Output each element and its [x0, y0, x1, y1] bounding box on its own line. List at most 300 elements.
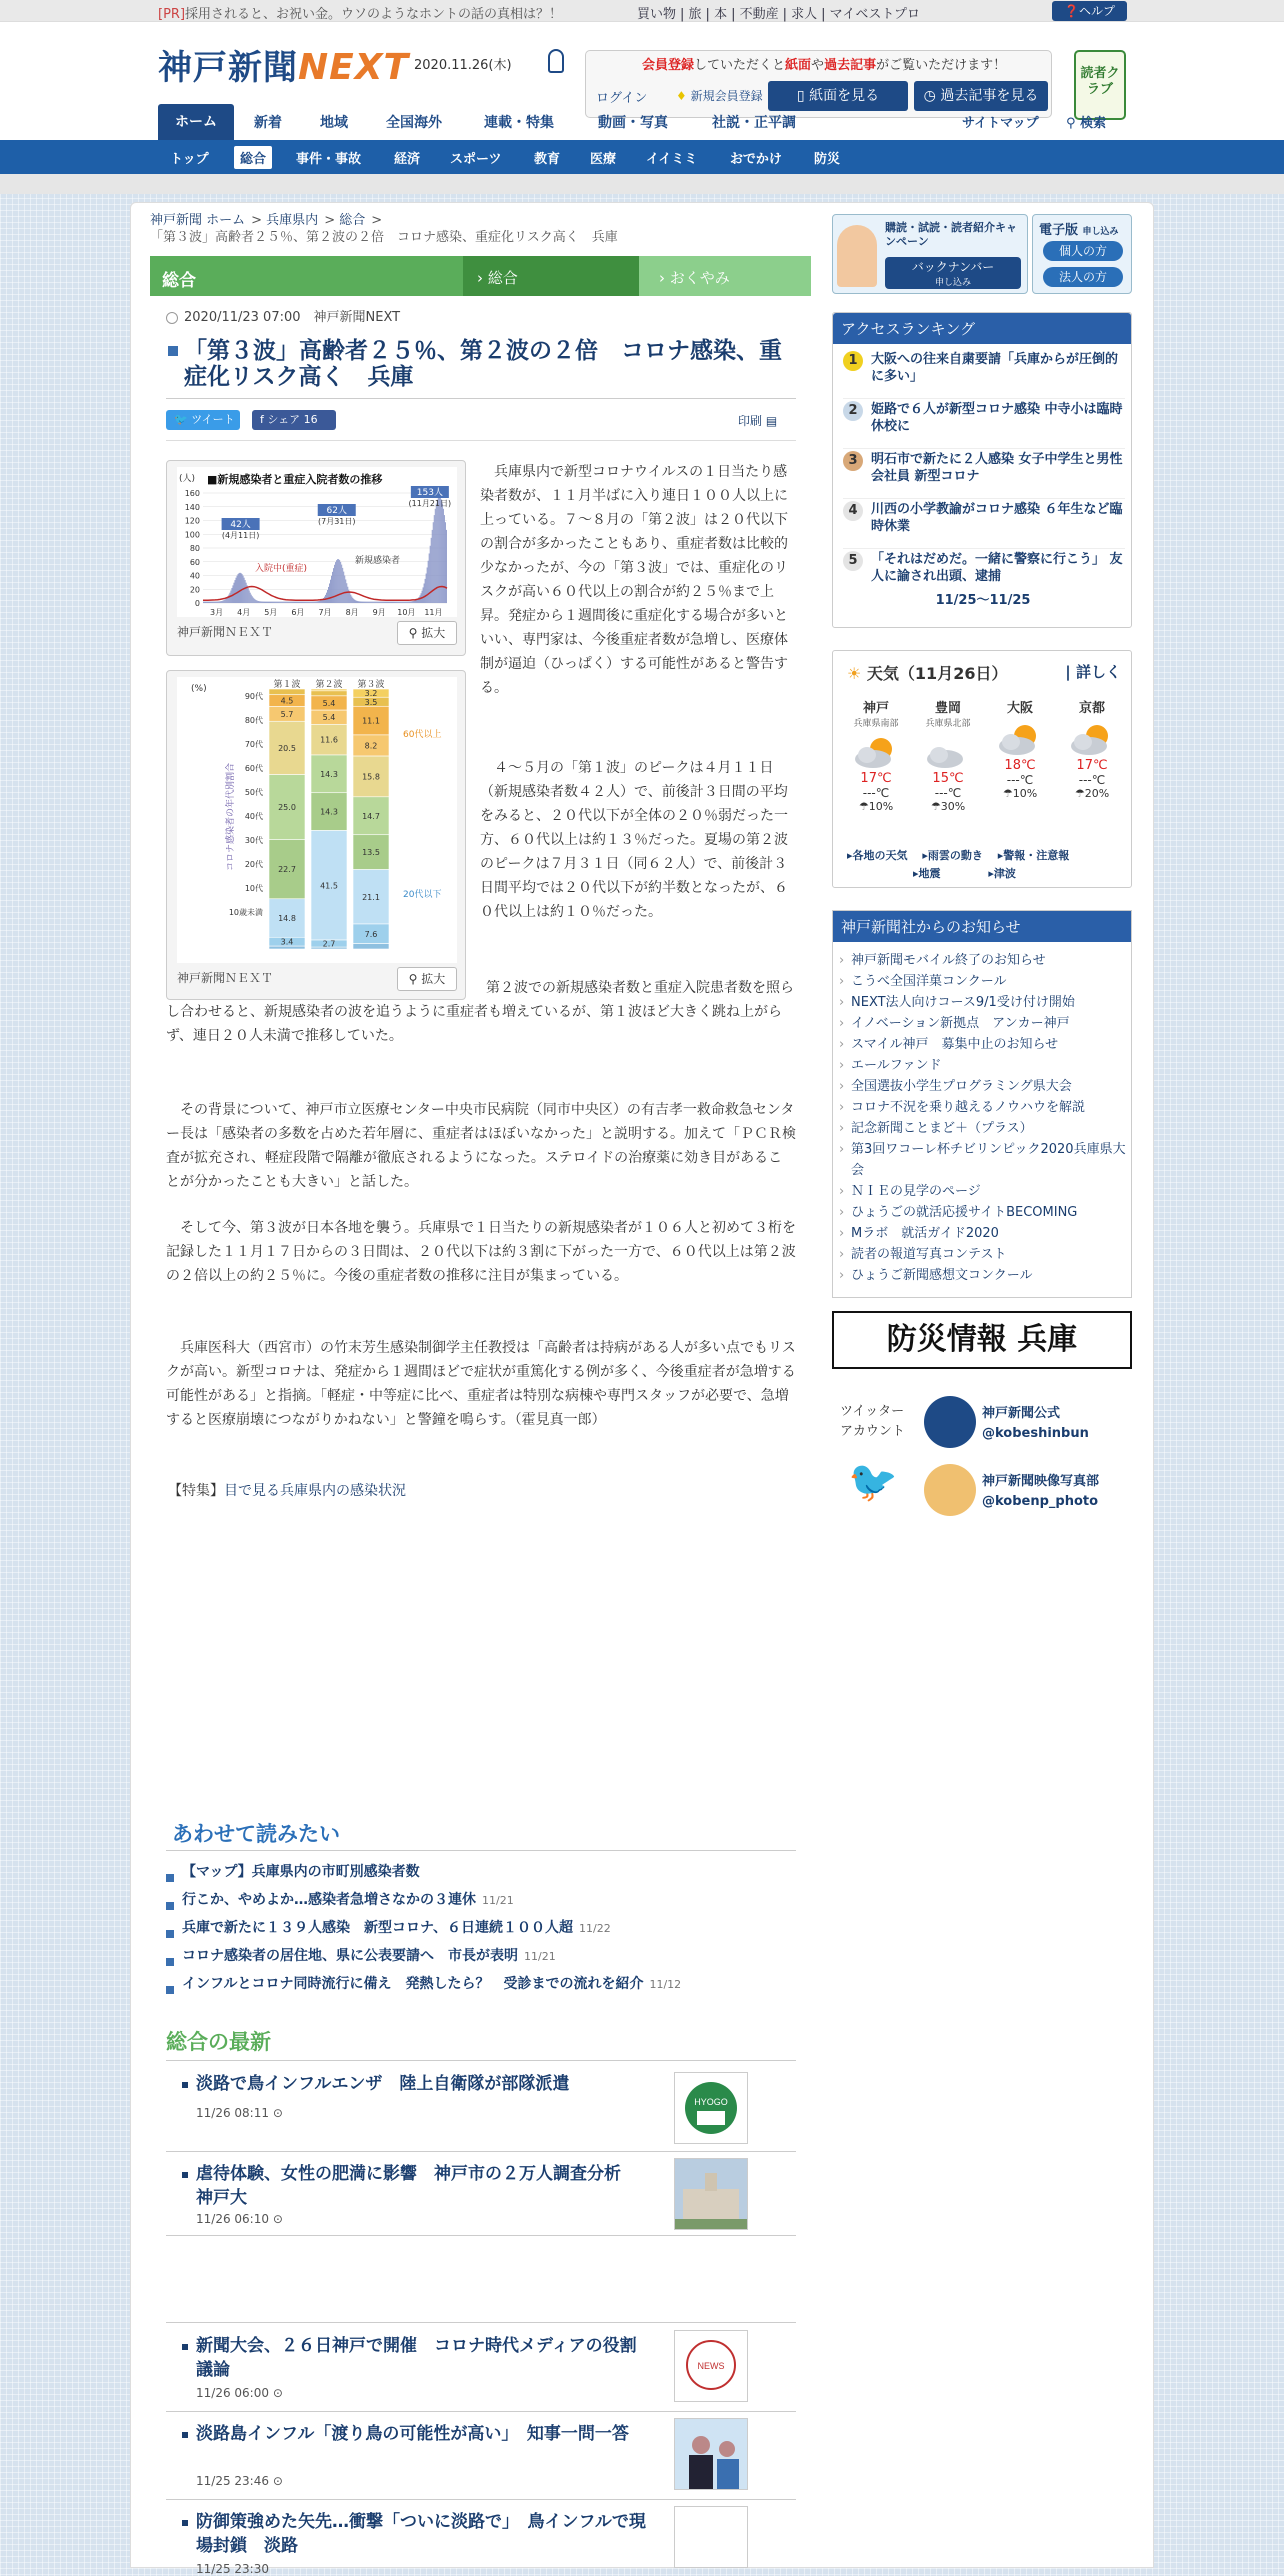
chart1-bar: [239, 573, 240, 603]
sun-cloud-icon: [851, 733, 901, 771]
chart1-bar: [261, 601, 262, 603]
chart2-age-label: 90代: [244, 692, 263, 701]
chart1-bar: [296, 602, 297, 603]
nav-video[interactable]: 動画・写真: [598, 115, 668, 131]
chart1-bar: [337, 559, 338, 603]
chart1-bar: [354, 600, 355, 603]
chart1-bar: [389, 602, 390, 603]
figure-1[interactable]: [166, 460, 466, 656]
svg-text:HYOGO: HYOGO: [694, 2097, 728, 2107]
latest-item-date: [196, 2562, 269, 2576]
latest-item-thumbnail: [674, 2330, 748, 2402]
chart1-bar: [229, 593, 230, 603]
reader-club-button[interactable]: 読者クラブ: [1074, 50, 1126, 120]
account-display-name: 神戸新聞公式: [982, 1406, 1061, 1421]
subnav-education[interactable]: 教育: [534, 152, 561, 167]
chart1-bar: [371, 602, 372, 603]
notice-item[interactable]: › こうべ全国洋菓コンクール: [833, 971, 1131, 992]
temp-low: ---℃: [934, 786, 962, 800]
ranking-text: 大阪への往来自粛要請「兵庫からが圧倒的に多い」: [871, 352, 1119, 384]
chart1-bar: [341, 565, 342, 603]
subnav-sports[interactable]: スポーツ: [450, 152, 502, 167]
subnav-top[interactable]: トップ: [170, 152, 209, 167]
chart1-bar: [359, 601, 360, 603]
nav-editorial[interactable]: 社説・正平調: [712, 115, 796, 131]
header-date: 2020.11.26(木): [414, 58, 512, 73]
tweet-label: ツイート: [191, 413, 235, 426]
msg-mid: していただくと: [694, 58, 786, 73]
chart1-title: ■新規感染者と重症入院者数の推移: [207, 473, 383, 486]
article-paragraph-wrap: [166, 976, 796, 1048]
city-name: 京都: [1078, 701, 1105, 716]
ranking-item[interactable]: [843, 401, 1125, 449]
chart1-bar: [223, 600, 224, 603]
chart2-value-label: 8.2: [364, 741, 378, 751]
chart1-bar: [378, 602, 379, 603]
mascot-icon: [837, 225, 877, 287]
nav-new[interactable]: 新着: [254, 115, 282, 131]
pr-link[interactable]: [158, 3, 562, 22]
subnav-odekake[interactable]: おでかけ: [730, 152, 782, 167]
campaign-text: 購読・試読・読者紹介キャンペーン: [885, 221, 1017, 248]
chart1-bar: [283, 602, 284, 603]
chart2-age-label: 80代: [244, 716, 263, 725]
chart1-annotation: (7月31日): [317, 517, 356, 526]
chart1-xtick: 10月: [397, 608, 416, 617]
chart1-bar: [375, 602, 376, 603]
category-tab-obituary[interactable]: › おくやみ: [639, 256, 811, 296]
top-link-mybestpro[interactable]: マイベストプロ: [829, 7, 921, 22]
backnumber-button[interactable]: [885, 257, 1021, 289]
ranking-item[interactable]: [843, 551, 1125, 587]
chart1-xtick: 6月: [291, 608, 305, 617]
notice-item[interactable]: › ＮＩＥの見学のページ: [833, 1181, 1131, 1202]
ranking-item[interactable]: [843, 501, 1125, 549]
top-link-jobs[interactable]: 求人: [791, 7, 818, 22]
chart1-bar: [299, 602, 300, 603]
chart1-bar: [222, 601, 223, 603]
weather-link-quake[interactable]: ▸地震: [913, 867, 941, 880]
register-link[interactable]: [676, 87, 763, 104]
chart1-bar: [208, 602, 209, 603]
msg-register: 会員登録: [642, 58, 695, 73]
chart1-bar: [276, 602, 277, 603]
link-text: 津波: [993, 867, 1016, 880]
chart1-bar: [274, 602, 275, 603]
chart1-bar: [412, 601, 413, 603]
chart2-annotation: 60代以上: [403, 730, 442, 740]
chart1-bar: [205, 602, 206, 603]
chart1-bar: [360, 601, 361, 603]
help-button[interactable]: [1052, 1, 1127, 21]
chart1-bar: [238, 574, 239, 603]
chart2-age-label: 10代: [244, 884, 263, 893]
weather-city[interactable]: [985, 697, 1055, 800]
divider: [166, 1850, 796, 1851]
chart1-bar: [284, 602, 285, 603]
chart1-bar: [221, 601, 222, 603]
camera-icon: ⊙: [272, 2386, 283, 2400]
access-ranking: [832, 312, 1132, 628]
chart1-bar: [393, 602, 394, 603]
notice-item[interactable]: › コロナ不況を乗り越えるノウハウを解説: [833, 1097, 1131, 1118]
ranking-text: 川西の小学教諭がコロナ感染 ６年生など臨時休業: [871, 502, 1123, 534]
chart2-value-label: 14.8: [278, 914, 296, 924]
chart1-bar: [256, 600, 257, 603]
chart2-value-label: 13.5: [362, 848, 380, 858]
chart1-bar: [210, 602, 211, 603]
chart1-bar: [327, 590, 328, 603]
nav-home[interactable]: ホーム: [158, 104, 234, 140]
chart1-bar: [414, 600, 415, 603]
chart1-bar: [313, 602, 314, 603]
chart1-bar: [251, 595, 252, 603]
date-text: 11/25 23:30: [196, 2562, 269, 2576]
related-item[interactable]: [166, 1972, 796, 2000]
chart2-age-label: 10歳未満: [228, 908, 263, 917]
login-link[interactable]: ログイン: [596, 91, 648, 106]
top-link-travel[interactable]: 旅: [688, 7, 702, 22]
chart2-value-label: 14.7: [362, 811, 380, 821]
related-item-text: 【マップ】兵庫県内の市町別感染者数: [182, 1864, 420, 1880]
chart1-bar: [383, 602, 384, 603]
chart1-bar: [446, 530, 447, 603]
notice-item[interactable]: › スマイル神戸 募集中止のお知らせ: [833, 1034, 1131, 1055]
top-link-realestate[interactable]: 不動産: [739, 7, 779, 22]
chart1-bar: [281, 602, 282, 603]
notices-box: [832, 910, 1132, 1298]
chart1-bar: [305, 602, 306, 603]
chart1-bar: [311, 602, 312, 603]
chart1-bar: [287, 602, 288, 603]
umbrella-icon: ☂: [1074, 787, 1085, 800]
breadcrumb-current: 「第３波」高齢者２５％、第２波の２倍 コロナ感染、重症化リスク高く 兵庫: [150, 230, 618, 245]
chart1-bar: [333, 568, 334, 603]
city-region: 兵庫県北部: [925, 719, 971, 729]
latest-item-date: [196, 2212, 283, 2226]
figure-1-caption: 神戸新聞ＮＥＸＴ: [177, 625, 274, 639]
zoom-label: 拡大: [421, 972, 446, 986]
notice-item[interactable]: › 読者の報道写真コンテスト: [833, 1244, 1131, 1265]
temp-low: ---℃: [862, 786, 890, 800]
umbrella-icon: ☂: [930, 800, 941, 813]
subnav-iimimi[interactable]: イイミミ: [646, 152, 698, 167]
avatar: [924, 1396, 976, 1448]
chart2-value-label: 4.5: [280, 696, 294, 706]
chart1-bar: [265, 602, 266, 603]
nav-national[interactable]: 全国海外: [386, 115, 442, 131]
breadcrumb-home[interactable]: 神戸新聞 ホーム: [150, 213, 246, 228]
latest-item[interactable]: [166, 2062, 796, 2152]
subnav-general[interactable]: 総合: [234, 146, 272, 169]
chart1-bar: [288, 602, 289, 603]
notice-item[interactable]: › 第3回ワコーレ杯チビリンピック2020兵庫県大会: [833, 1139, 1131, 1181]
chart1-annotation: (4月11日): [221, 531, 260, 540]
date-text: 11/26 06:00: [196, 2386, 269, 2400]
chart1-annotation: 42人: [230, 520, 251, 530]
pr-text: 採用されると、お祝い金。ウソのようなホントの話の真相は？！: [185, 7, 563, 22]
related-item[interactable]: [166, 1916, 796, 1944]
chart1-bar: [369, 602, 370, 603]
chart1-bar: [419, 597, 420, 603]
nav-search[interactable]: [1066, 112, 1106, 131]
umbrella-icon: ☂: [858, 800, 869, 813]
ranking-item[interactable]: [843, 351, 1125, 399]
chart2-segment: [311, 691, 347, 696]
rain-prob: [985, 787, 1055, 800]
chart1-bar: [391, 602, 392, 603]
latest-item-thumbnail: [674, 2506, 748, 2568]
category-title: 総合: [150, 256, 463, 296]
chart2-value-label: 14.3: [320, 807, 338, 817]
chart1-bar: [250, 593, 251, 603]
chart1-xtick: 7月: [318, 608, 332, 617]
chart1-bar: [303, 602, 304, 603]
chart1-bar: [390, 602, 391, 603]
chart2-value-label: 11.6: [320, 735, 338, 745]
figure-2[interactable]: [166, 670, 466, 1000]
chart2-title: コロナ感染者の年代別割合: [226, 762, 236, 872]
chart1-bar: [282, 602, 283, 603]
tokushu-link[interactable]: 目で見る兵庫県内の感染状況: [224, 1483, 406, 1499]
chart1-ytick: 20: [189, 585, 200, 595]
chart1-bar: [338, 559, 339, 603]
bosai-banner[interactable]: 防災情報 兵庫: [832, 1311, 1132, 1369]
chart1-bar: [270, 602, 271, 603]
chart1-bar: [339, 560, 340, 603]
denshi-individual-button[interactable]: 個人の方: [1043, 241, 1123, 261]
chart1-bar: [259, 601, 260, 603]
chart1-bar: [242, 574, 243, 603]
chart2-value-label: 20.5: [278, 743, 296, 753]
article-paragraph: 兵庫県内で新型コロナウイルスの１日当たり感染者数が、１１月半ばに入り連日１００人以上に上っている。７～８月の「第２波」は２０代以下の割合が多かったこともあり、重症者数は比較的少なかったが、今の「第３波」では、重症化のリスクが高い６０代以上の割合が約２５％まで上昇。発症から１週間後に重症化する場合が多いといい、専門家は、今後重症者数が急増し、医療体制が逼迫（ひっぱく）する可能性があると警告する。: [480, 464, 788, 696]
chart1-bar: [320, 600, 321, 603]
date-text: 11/25 23:46: [196, 2474, 269, 2488]
notice-item[interactable]: › 神戸新聞モバイル終了のお知らせ: [833, 950, 1131, 971]
chart1-ytick: 160: [184, 489, 200, 498]
twitter-account-photo[interactable]: [924, 1464, 1124, 1520]
msg-post: がご覧いただけます！: [876, 58, 1007, 73]
latest-item-thumbnail: [674, 2072, 748, 2144]
chart1-xtick: 4月: [237, 608, 251, 617]
chart1-bar: [445, 522, 446, 603]
chart1-bar: [280, 602, 281, 603]
nav-series[interactable]: 連載・特集: [484, 115, 554, 131]
print-button[interactable]: [738, 412, 777, 429]
weather-links-2: [913, 865, 1016, 881]
article-paragraph: その背景について、神戸市立医療センター中央市民病院（同市中央区）の有吉孝一救命救急センター長は「感染者の多数を占めた若年層に、重症者はほぼいなかった」と説明する。加えて「ＰＣＲ検査が拡充され、軽症段階で隔離が徹底されるようになった。ステロイドの治療薬に効き目があることが分かったことも大きい」と話した。: [166, 1102, 796, 1190]
breadcrumb-general[interactable]: 総合: [339, 213, 366, 228]
chart2-value-label: 15.8: [362, 772, 380, 782]
article-title: 「第３波」高齢者２５％、第２波の２倍 コロナ感染、重症化リスク高く 兵庫: [168, 338, 794, 390]
weather-widget: [832, 650, 1132, 888]
chart1-bar: [302, 602, 303, 603]
tweet-button[interactable]: [166, 410, 240, 430]
category-tab-general[interactable]: › 総合: [463, 256, 639, 296]
notice-item[interactable]: › 全国選抜小学生プログラミング県大会: [833, 1076, 1131, 1097]
logo-text: 神戸新聞: [158, 48, 298, 88]
chart1-bar: [395, 602, 396, 603]
ranking-text: 「それはだめだ。一緒に警察に行こう」 友人に諭され出頭、逮捕: [871, 552, 1123, 584]
breadcrumb-hyogo[interactable]: 兵庫県内: [266, 213, 319, 228]
help-icon: ❓: [1064, 4, 1079, 18]
article-paragraph: ４～５月の「第１波」のピークは４月１１日（新規感染者数４２人）で、前後計３日間の平均をみると、２０代以下が全体の２０％弱だった一方、６０代以上は約１３％だった。夏場の第２波のピークは７月３１日（同６２人）で、前後計３日間平均では２０代以下が約半数となったが、６０代以上は約１０％だった。: [480, 760, 788, 920]
temp-high: 15℃: [932, 771, 964, 786]
weather-detail-link[interactable]: | 詳しく: [1065, 663, 1121, 681]
chart2-value-label: 3.2: [364, 689, 378, 699]
chart1-bar: [319, 601, 320, 603]
chart1-ytick: 80: [189, 544, 200, 553]
tokushu-label: 【特集】: [168, 1483, 224, 1499]
article-paragraph: そして今、第３波が日本各地を襲う。兵庫県で１日当たりの新規感染者が１０６人と初めて３桁を記録した１１月１７日からの３日間は、２０代以下は約３割に下がった一方で、６０代以上は第２波の２倍以上の約２５％に。今後の重症者数の推移に注目が集まっている。: [166, 1220, 796, 1284]
chart1-bar: [308, 602, 309, 603]
msg-paper: 紙面: [785, 58, 812, 73]
chart1-bar: [206, 602, 207, 603]
subnav-incidents[interactable]: 事件・事故: [296, 152, 362, 167]
rain-value: 20%: [1084, 787, 1110, 800]
weather-link-local[interactable]: ▸各地の天気: [847, 849, 908, 862]
chart1-xtick: 9月: [372, 608, 386, 617]
notice-item[interactable]: › ひょうご新聞感想文コンクール: [833, 1265, 1131, 1286]
chart1-bar: [252, 596, 253, 603]
notices-title: 神戸新聞社からのお知らせ: [833, 911, 1131, 942]
help-label: ヘルプ: [1078, 4, 1115, 18]
past-button-label: 過去記事を見る: [940, 88, 1039, 104]
chart1-bar: [309, 602, 310, 603]
chart1-bar: [216, 602, 217, 603]
related-item-date: 11/22: [579, 1922, 611, 1935]
main-nav: [150, 104, 1134, 140]
notice-item[interactable]: › 記念新聞ことまど＋（プラス）: [833, 1118, 1131, 1139]
chart1-bar: [258, 601, 259, 603]
chart1-bar: [424, 583, 425, 603]
facebook-share-button[interactable]: [252, 410, 336, 430]
account-name: [982, 1472, 1099, 1512]
notice-item[interactable]: › Mラボ 就活ガイド2020: [833, 1223, 1131, 1244]
denshi-corporate-button[interactable]: 法人の方: [1043, 267, 1123, 287]
chart2-age-label: 30代: [244, 836, 263, 845]
chart1-bar: [213, 602, 214, 603]
latest-item[interactable]: [166, 2500, 796, 2576]
subnav-economy[interactable]: 経済: [394, 152, 421, 167]
chart1-bar: [374, 602, 375, 603]
login-message: [642, 54, 1006, 73]
top-link-shopping[interactable]: 買い物: [637, 7, 677, 22]
latest-item[interactable]: [166, 2152, 796, 2236]
chart1-bar: [204, 602, 205, 603]
chart1-bar: [249, 590, 250, 603]
chart1-xtick: 8月: [345, 608, 359, 617]
nav-sitemap[interactable]: サイトマップ: [962, 116, 1039, 131]
tab-obituary-label: おくやみ: [669, 269, 730, 287]
chart1-bar: [307, 602, 308, 603]
subscription-ad[interactable]: [832, 214, 1132, 296]
weather-title: [847, 661, 1007, 684]
chart1-bar: [237, 576, 238, 603]
chart1-ytick: 140: [184, 502, 200, 512]
weather-link-tsunami[interactable]: ▸津波: [988, 867, 1016, 880]
account-display-name: 神戸新聞映像写真部: [982, 1474, 1100, 1489]
notice-item[interactable]: › エールファンド: [833, 1055, 1131, 1076]
chart1-bar: [413, 601, 414, 603]
notice-item[interactable]: › ひょうごの就活応援サイトBECOMING: [833, 1202, 1131, 1223]
chart1-bar: [317, 601, 318, 603]
weather-city[interactable]: [841, 697, 911, 813]
weather-link-rain[interactable]: ▸雨雲の動き: [922, 849, 983, 862]
top-strip: [0, 0, 1284, 22]
chart1-bar: [442, 504, 443, 603]
related-item[interactable]: [166, 1860, 796, 1888]
chart1-bar: [396, 602, 397, 603]
subnav-bosai[interactable]: 防災: [814, 152, 841, 167]
campaign-banner[interactable]: [832, 214, 1028, 294]
divider: [166, 2060, 796, 2061]
related-item[interactable]: [166, 1944, 796, 1972]
latest-item[interactable]: [166, 2412, 796, 2500]
twitter-label-2: アカウント: [840, 1424, 905, 1439]
weather-title-text: 天気（11月26日）: [866, 664, 1008, 683]
chart1-bar: [263, 602, 264, 603]
zoom-button[interactable]: [397, 621, 457, 645]
search-icon: ⚲: [1066, 116, 1076, 131]
chart1-bar: [410, 601, 411, 603]
chart1-bar: [293, 602, 294, 603]
chart1-bar: [404, 602, 405, 603]
chart1-bar: [340, 562, 341, 603]
breadcrumb: 神戸新聞 ホーム > 兵庫県内 > 総合 > 「第３波」高齢者２５％、第２波の２倍 コロナ感染、重症化リスク高く 兵庫: [150, 213, 618, 245]
divider: [166, 440, 796, 441]
site-logo[interactable]: [158, 40, 409, 89]
related-item-date: 11/21: [482, 1894, 514, 1907]
chart1-bar: [379, 602, 380, 603]
article-datetime: 2020/11/23 07:00: [184, 310, 301, 325]
chart2-age-label: 50代: [244, 788, 263, 797]
chart1-bar: [266, 602, 267, 603]
chart1-bar: [347, 587, 348, 603]
chart2-value-label: 22.7: [278, 865, 296, 875]
twitter-bird-icon: 🐦: [848, 1459, 898, 1505]
ranking-item[interactable]: [843, 451, 1125, 499]
chart1-bar: [385, 602, 386, 603]
chart1-bar: [363, 602, 364, 603]
latest-item[interactable]: [166, 2324, 796, 2412]
related-item[interactable]: [166, 1888, 796, 1916]
account-name: [982, 1404, 1089, 1444]
chart1-bar: [402, 602, 403, 603]
chart1-bar: [346, 583, 347, 603]
msg-mid2: や: [811, 58, 825, 73]
related-item-text: インフルとコロナ同時流行に備え 発熱したら？ 受診までの流れを紹介: [182, 1976, 644, 1992]
weather-city[interactable]: [1057, 697, 1127, 800]
chart1-ytick: 40: [189, 571, 200, 581]
weather-link-warning[interactable]: ▸警報・注意報: [997, 849, 1070, 862]
subnav-medical[interactable]: 医療: [590, 152, 617, 167]
account-handle: @kobenp_photo: [982, 1494, 1099, 1509]
twitter-account-official[interactable]: [924, 1396, 1124, 1452]
notice-item[interactable]: › イノベーション新拠点 アンカー神戸: [833, 1013, 1131, 1034]
top-link-books[interactable]: 本: [714, 7, 728, 22]
chart1-bar: [310, 602, 311, 603]
notice-item[interactable]: › NEXT法人向けコース9/1受け付け開始: [833, 992, 1131, 1013]
chart1-bar: [431, 538, 432, 603]
nav-region[interactable]: 地域: [320, 115, 348, 131]
link-text: 地震: [918, 867, 941, 880]
chart1-bar: [278, 602, 279, 603]
share-label: シェア 16: [267, 413, 318, 426]
chart1-bar: [286, 602, 287, 603]
weather-city[interactable]: [913, 697, 983, 813]
rain-prob: [841, 800, 911, 813]
